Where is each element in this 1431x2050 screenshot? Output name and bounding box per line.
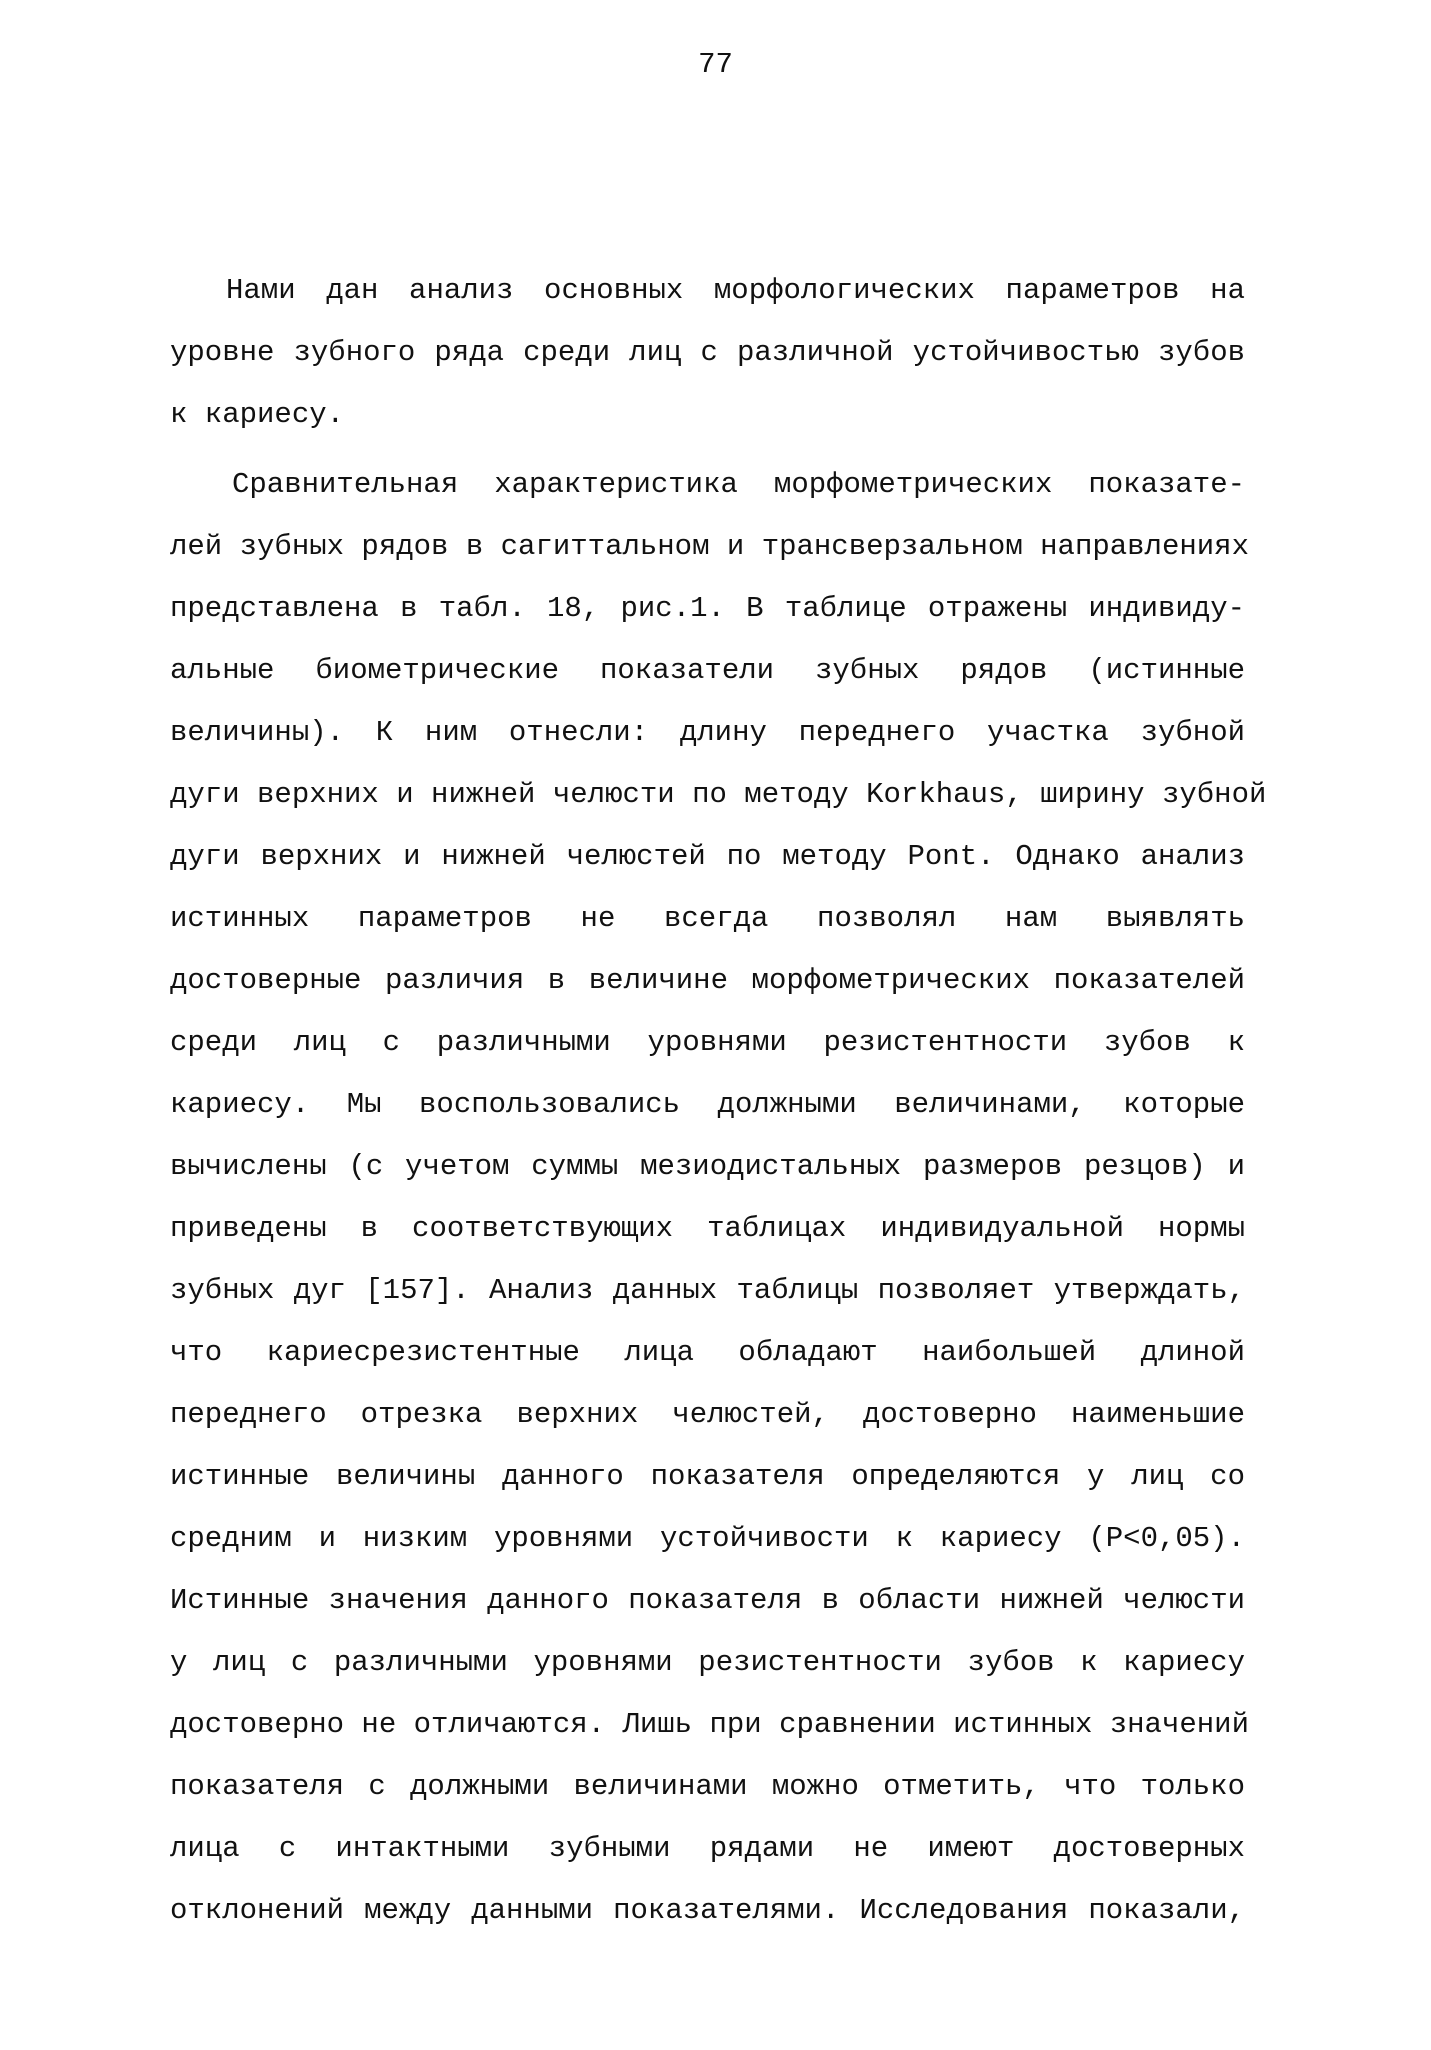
text-line: лица с интактными зубными рядами не имеют достоверных (170, 1832, 1245, 1865)
text-line: Сравнительная характеристика морфометрических показате- (232, 468, 1245, 501)
text-line: дуги верхних и нижней челюсти по методу Korkhaus, ширину зубной (170, 778, 1267, 811)
text-line: у лиц с различными уровнями резистентности зубов к кариесу (170, 1646, 1245, 1679)
text-line: уровне зубного ряда среди лиц с различной устойчивостью зубов (170, 336, 1245, 369)
text-line: среди лиц с различными уровнями резистентности зубов к (170, 1026, 1245, 1059)
text-line: истинных параметров не всегда позволял нам выявлять (170, 902, 1245, 935)
text-line: переднего отрезка верхних челюстей, достоверно наименьшие (170, 1398, 1245, 1431)
text-line: дуги верхних и нижней челюстей по методу Pont. Однако анализ (170, 840, 1245, 873)
text-line: отклонений между данными показателями. Исследования показали, (170, 1894, 1245, 1927)
text-line: что кариесрезистентные лица обладают наибольшей длиной (170, 1336, 1245, 1369)
text-line: величины). К ним отнесли: длину переднего участка зубной (170, 716, 1245, 749)
text-line: приведены в соответствующих таблицах индивидуальной нормы (170, 1212, 1245, 1245)
text-line: средним и низким уровнями устойчивости к кариесу (P<0,05). (170, 1522, 1245, 1555)
text-line: кариесу. Мы воспользовались должными величинами, которые (170, 1088, 1245, 1121)
text-line: истинные величины данного показателя определяются у лиц со (170, 1460, 1245, 1493)
text-line: достоверные различия в величине морфометрических показателей (170, 964, 1245, 997)
text-line: достоверно не отличаются. Лишь при сравнении истинных значений (170, 1708, 1249, 1741)
body-text (170, 260, 1267, 1942)
text-line: к кариесу. (170, 398, 345, 431)
text-line: вычислены (с учетом суммы мезиодистальных размеров резцов) и (170, 1150, 1245, 1183)
text-line: представлена в табл. 18, рис.1. В таблице отражены индивиду- (170, 592, 1245, 625)
text-line: зубных дуг [157]. Анализ данных таблицы позволяет утверждать, (170, 1274, 1245, 1307)
text-line: Истинные значения данного показателя в области нижней челюсти (170, 1584, 1245, 1617)
text-line: альные биометрические показатели зубных рядов (истинные (170, 654, 1245, 687)
page-number: 77 (698, 48, 733, 81)
text-line: лей зубных рядов в сагиттальном и трансверзальном направлениях (170, 530, 1249, 563)
text-line: показателя с должными величинами можно отметить, что только (170, 1770, 1245, 1803)
text-line: Нами дан анализ основных морфологических параметров на (226, 274, 1245, 307)
